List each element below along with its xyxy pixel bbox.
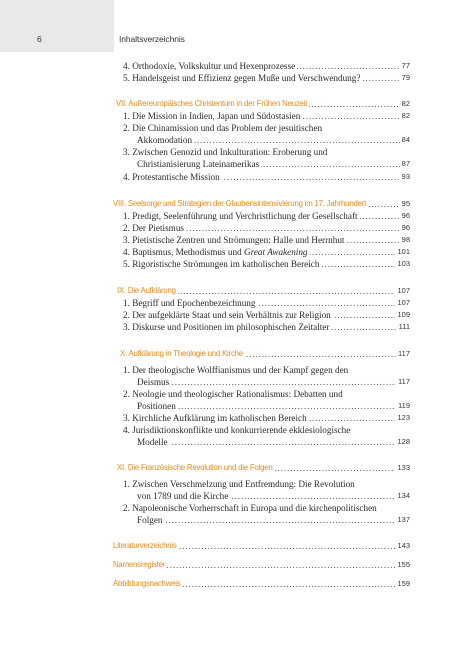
toc-entry-title: 1. Predigt, Seelenführung und Verchristlichung der Gesellschaft <box>123 211 358 221</box>
toc-entry-title: 1. Die Mission in Indien, Japan und Südostasien <box>123 111 301 121</box>
toc-section-heading <box>0 348 450 360</box>
toc-page-number: 77 <box>401 61 410 70</box>
toc-page-number: 155 <box>397 560 410 569</box>
toc-page-number: 119 <box>398 401 410 410</box>
toc-page-number: 96 <box>401 211 410 220</box>
toc-entry-title: IX. Die Aufklärung <box>117 286 176 295</box>
toc-entry <box>0 502 450 514</box>
toc-entry <box>0 110 450 122</box>
toc-page-number: 84 <box>401 135 410 144</box>
toc-entry <box>0 146 450 158</box>
toc-entry-title: 2. Der Pietismus <box>123 223 184 233</box>
toc-page-number: 134 <box>397 491 410 500</box>
toc-entry-title: X. Aufklärung in Theologie und Kirche <box>120 349 243 358</box>
toc-entry-title: 4. Protestantische Mission <box>123 172 220 182</box>
toc-entry <box>0 321 450 333</box>
toc-entry-title: 5. Handelsgeist und Effizienz gegen Muße und Verschwendung? <box>123 73 361 83</box>
toc-entry-title: von 1789 und die Kirche <box>137 491 229 501</box>
toc-backmatter-entry <box>0 540 450 552</box>
toc-entry <box>0 412 450 424</box>
toc-page-number: 123 <box>397 413 410 422</box>
toc-page-number: 103 <box>397 259 410 268</box>
leader-dots <box>137 514 410 526</box>
toc-entry <box>0 478 450 490</box>
toc-entry <box>0 364 450 376</box>
toc-entry-title: Positionen <box>137 401 176 411</box>
toc-entry <box>0 134 450 146</box>
toc-entry <box>0 171 450 183</box>
toc-entry-title: 3. Zwischen Genozid und Inkulturation: Eroberung und <box>123 147 328 157</box>
toc-entry-title: 2. Neologie und theologischer Rationalismus: Debatten und <box>123 389 343 399</box>
toc-entry-title: 4. Orthodoxie, Volkskultur und Hexenprozesse <box>123 61 296 71</box>
toc-page-number: 111 <box>398 322 410 331</box>
toc-entry-title: 1. Zwischen Verschmelzung und Entfremdung: Die Revolution <box>123 479 355 489</box>
toc-page-number: 117 <box>398 349 410 358</box>
toc-backmatter-entry <box>0 578 450 590</box>
toc-entry-title: 1. Begriff und Epochenbezeichnung <box>123 298 256 308</box>
toc-page-number: 137 <box>397 515 410 524</box>
toc-entry <box>0 297 450 309</box>
toc-section-heading <box>0 285 450 297</box>
leader-dots <box>137 400 410 412</box>
page-number: 6 <box>37 34 42 44</box>
toc-page-number: 143 <box>397 541 410 550</box>
toc-page-number: 82 <box>401 111 410 120</box>
toc-backmatter-entry <box>0 559 450 571</box>
toc-page-number: 93 <box>401 172 410 181</box>
toc-entry <box>0 222 450 234</box>
toc-entry-title: 3. Kirchliche Aufklärung im katholischen Bereich <box>123 413 307 423</box>
toc-entry-title: 4. Baptismus, Methodismus und Great Awakening <box>123 247 308 257</box>
toc-entry <box>0 514 450 526</box>
toc-section-heading <box>0 98 450 110</box>
toc-entry <box>0 436 450 448</box>
toc-entry <box>0 490 450 502</box>
toc-page-number: 107 <box>397 286 410 295</box>
toc-page-number: 95 <box>401 199 410 208</box>
toc-entry-title: XI. Die Französische Revolution und die Folgen <box>117 463 273 472</box>
toc-entry <box>0 72 450 84</box>
toc-entry <box>0 246 450 258</box>
toc-entry <box>0 158 450 170</box>
toc-entry <box>0 210 450 222</box>
toc-entry-title: Namensregister <box>113 560 166 569</box>
toc-page-number: 159 <box>397 579 410 588</box>
toc-page-number: 87 <box>401 159 410 168</box>
toc-entry-title: 5. Rigoristische Strömungen im katholischen Bereich <box>123 259 320 269</box>
page-header <box>0 0 450 52</box>
leader-dots <box>137 376 410 388</box>
toc-page-number: 79 <box>401 73 410 82</box>
toc-page-number: 133 <box>397 463 410 472</box>
toc-entry-title: Christianisierung Lateinamerikas <box>137 159 260 169</box>
toc-entry-title: 2. Der aufgeklärte Staat und sein Verhältnis zur Religion <box>123 310 331 320</box>
toc-entry <box>0 258 450 270</box>
leader-dots <box>137 436 410 448</box>
toc-entry <box>0 234 450 246</box>
toc-page-number: 101 <box>397 247 410 256</box>
toc-entry <box>0 309 450 321</box>
toc-entry-title: 2. Die Chinamission und das Problem der jesuitischen <box>123 123 323 133</box>
toc-entry-title: 3. Pietistische Zentren und Strömungen: Halle und Herrnhut <box>123 235 345 245</box>
running-head: Inhaltsverzeichnis <box>119 34 185 44</box>
toc-entry-title: 2. Napoleonische Vorherrschaft in Europa und die kirchenpolitischen <box>123 503 377 513</box>
toc-page-number: 128 <box>397 437 410 446</box>
toc-entry-title: Literaturverzeichnis <box>113 541 177 550</box>
toc-entry-title: VIII. Seelsorge und Strategien der Glaubensintensivierung im 17. Jahrhundert <box>113 199 367 208</box>
toc-entry-title: Deismus <box>137 377 170 387</box>
toc-entry <box>0 388 450 400</box>
toc-entry <box>0 400 450 412</box>
toc-entry <box>0 122 450 134</box>
toc-entry-title: VII. Außereuropäisches Christentum in der Frühen Neuzeit <box>116 99 308 108</box>
toc-page-number: 109 <box>397 310 410 319</box>
toc-entry <box>0 376 450 388</box>
toc-page-number: 98 <box>401 235 410 244</box>
toc-entry <box>0 424 450 436</box>
toc-page-number: 107 <box>397 298 410 307</box>
toc-page-number: 82 <box>401 99 410 108</box>
toc-page-number: 96 <box>401 223 410 232</box>
toc-entry-title: 4. Jurisdiktionskonflikte und konkurrierende ekklesiologische <box>123 425 351 435</box>
toc-entry-title: Akkomodation <box>137 135 193 145</box>
header-grey-block <box>0 0 114 52</box>
toc-entry <box>0 60 450 72</box>
toc-entry-title: 3. Diskurse und Positionen im philosophischen Zeitalter <box>123 322 330 332</box>
toc-entry-title: Folgen <box>137 515 163 525</box>
toc-entry-title: Modelle <box>137 437 168 447</box>
toc-page-number: 117 <box>398 377 410 386</box>
toc-entry-title: Abbildungsnachweis <box>113 579 181 588</box>
toc-entry-title: 1. Der theologische Wolffianismus und der Kampf gegen den <box>123 365 349 375</box>
toc-section-heading <box>0 462 450 474</box>
toc-section-heading <box>0 198 450 210</box>
